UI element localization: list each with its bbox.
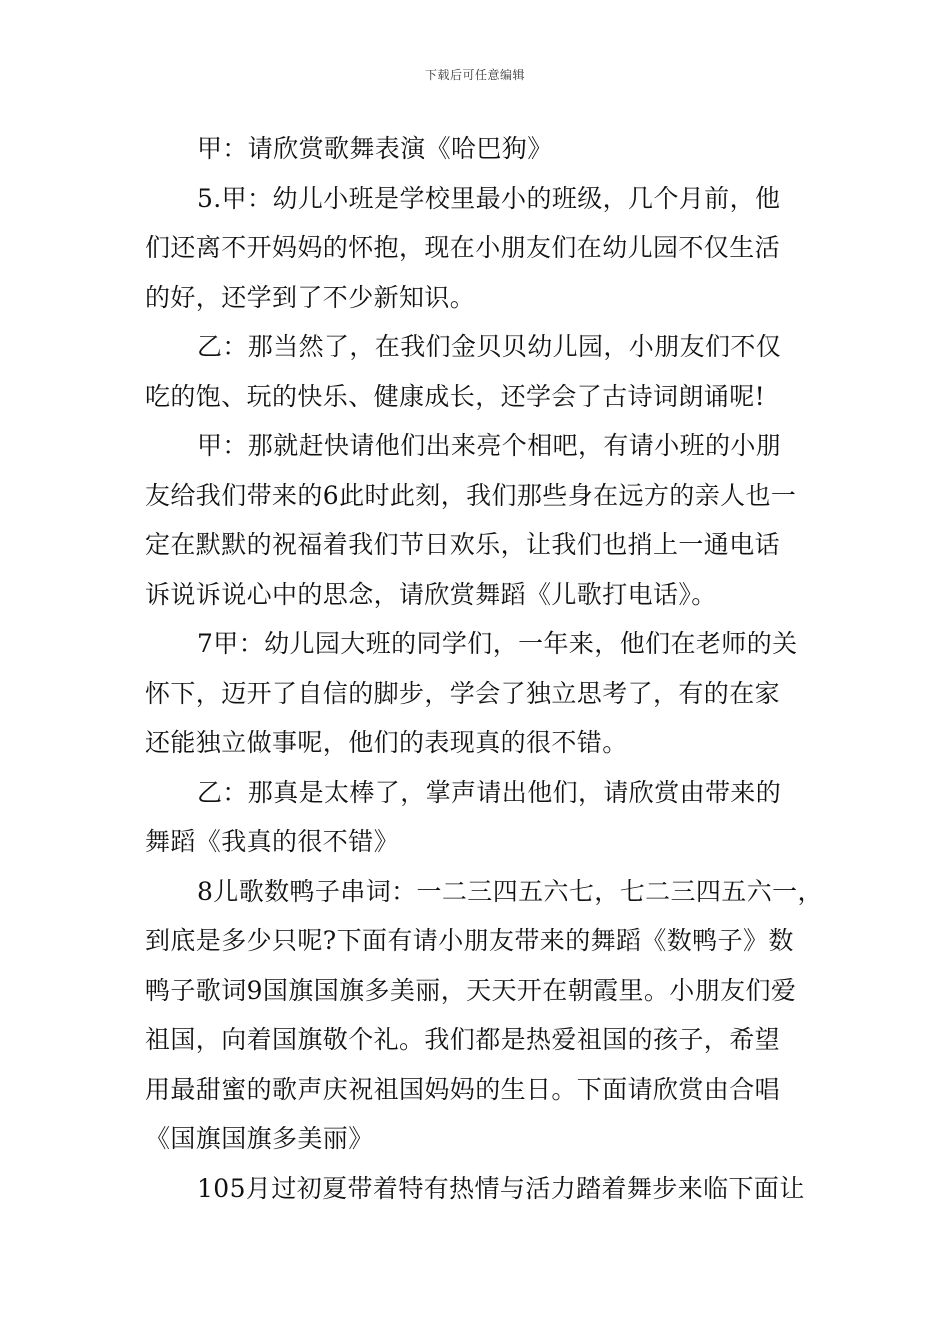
paragraph-line: 105月过初夏带着特有热情与活力踏着舞步来临下面让 bbox=[197, 1173, 805, 1203]
paragraph-line: 甲：那就赶快请他们出来亮个相吧，有请小班的小朋 bbox=[197, 431, 782, 460]
paragraph-line: 《国旗国旗多美丽》 bbox=[145, 1124, 374, 1153]
paragraph-line: 友给我们带来的6此时此刻，我们那些身在远方的亲人也一 bbox=[145, 480, 797, 510]
paragraph-line: 5.甲：幼儿小班是学校里最小的班级，几个月前，他 bbox=[197, 183, 781, 213]
paragraph-line: 7甲：幼儿园大班的同学们，一年来，他们在老师的关 bbox=[197, 629, 798, 658]
paragraph-line: 定在默默的祝福着我们节日欢乐，让我们也捎上一通电话 bbox=[145, 530, 781, 559]
paragraph-line: 鸭子歌词9国旗国旗多美丽，天天开在朝霞里。小朋友们爱 bbox=[145, 975, 797, 1005]
paragraph-line: 甲：请欣赏歌舞表演《哈巴狗》 bbox=[197, 134, 553, 163]
page-header: 下载后可任意编辑 bbox=[424, 68, 525, 82]
paragraph-line: 怀下，迈开了自信的脚步，学会了独立思考了，有的在家 bbox=[145, 678, 781, 708]
paragraph-line: 到底是多少只呢?下面有请小朋友带来的舞蹈《数鸭子》数 bbox=[145, 926, 794, 955]
paragraph-line: 的好，还学到了不少新知识。 bbox=[145, 282, 476, 312]
paragraph-line: 吃的饱、玩的快乐、健康成长，还学会了古诗词朗诵呢! bbox=[145, 381, 766, 411]
paragraph-line: 舞蹈《我真的很不错》 bbox=[145, 827, 400, 856]
paragraph-line: 还能独立做事呢，他们的表现真的很不错。 bbox=[145, 728, 628, 757]
paragraph-line: 乙：那当然了，在我们金贝贝幼儿园，小朋友们不仅 bbox=[197, 332, 782, 361]
paragraph-line: 祖国，向着国旗敬个礼。我们都是热爱祖国的孩子，希望 bbox=[145, 1025, 781, 1054]
paragraph-line: 们还离不开妈妈的怀抱，现在小朋友们在幼儿园不仅生活 bbox=[145, 233, 781, 262]
document-body bbox=[145, 124, 823, 1213]
paragraph-line: 用最甜蜜的歌声庆祝祖国妈妈的生日。下面请欣赏由合唱 bbox=[145, 1074, 781, 1104]
paragraph-line: 8儿歌数鸭子串词：一二三四五六七，七二三四五六一， bbox=[197, 876, 823, 906]
paragraph-line: 乙：那真是太棒了，掌声请出他们，请欣赏由带来的 bbox=[197, 777, 782, 807]
paragraph-line: 诉说诉说心中的思念，请欣赏舞蹈《儿歌打电话》。 bbox=[145, 579, 717, 609]
